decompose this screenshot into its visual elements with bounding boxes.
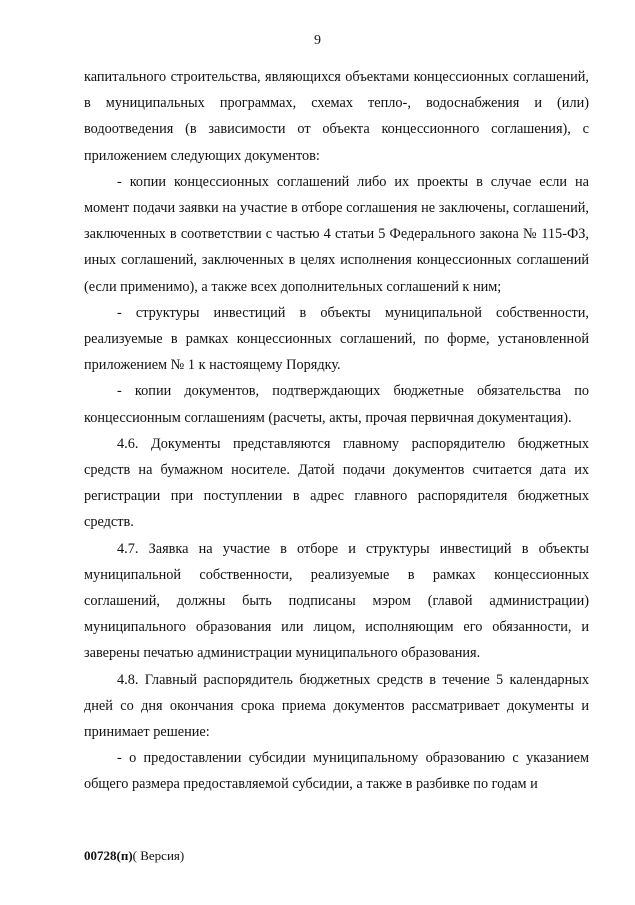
- document-body: [84, 64, 589, 798]
- paragraph-4-6: 4.6. Документы представляются главному распорядителю бюджетных средств на бумажном носителе. Датой подачи документов считается дата их регистрации при поступлении в адрес главного распорядителя бюджетных средств.: [84, 435, 589, 531]
- document-footer: [84, 848, 184, 864]
- paragraph-continuation: капитального строительства, являющихся объектами концессионных соглашений, в муниципальных программах, схемах тепло-, водоснабжения и (или) водоотведения (в зависимости от объекта концессионного соглашения), с приложением следующих документов:: [84, 69, 589, 164]
- version-label: ( Версия): [132, 848, 185, 863]
- list-item-investment-structure: - структуры инвестиций в объекты муниципальной собственности, реализуемые в рамках концессионных соглашений, по форме, установленной приложением № 1 к настоящему Порядку.: [84, 304, 589, 374]
- document-code: 00728(п): [84, 848, 133, 863]
- list-item-concession-copies: - копии концессионных соглашений либо их проекты в случае если на момент подачи заявки на участие в отборе соглашения не заключены, соглашений, заключенных в соответствии с частью 4 статьи 5 Федерального закона № 115-ФЗ, иных соглашений, заключенных в целях исполнения концессионных соглашений (если применимо), а также всех дополнительных соглашений к ним;: [84, 173, 589, 295]
- paragraph-4-7: 4.7. Заявка на участие в отборе и структуры инвестиций в объекты муниципальной собственности, реализуемые в рамках концессионных соглашений, должны быть подписаны мэром (главой администрации) муниципального образования или лицом, исполняющим его обязанности, и заверены печатью администрации муниципального образования.: [84, 540, 589, 662]
- list-item-budget-obligations: - копии документов, подтверждающих бюджетные обязательства по концессионным соглашениям (расчеты, акты, прочая первичная документация).: [84, 383, 589, 426]
- page-number: 9: [314, 33, 321, 48]
- paragraph-4-8: 4.8. Главный распорядитель бюджетных средств в течение 5 календарных дней со дня окончания срока приема документов рассматривает документы и принимает решение:: [84, 671, 589, 741]
- list-item-subsidy-decision: - о предоставлении субсидии муниципальному образованию с указанием общего размера предоставляемой субсидии, а также в разбивке по годам и: [84, 750, 589, 793]
